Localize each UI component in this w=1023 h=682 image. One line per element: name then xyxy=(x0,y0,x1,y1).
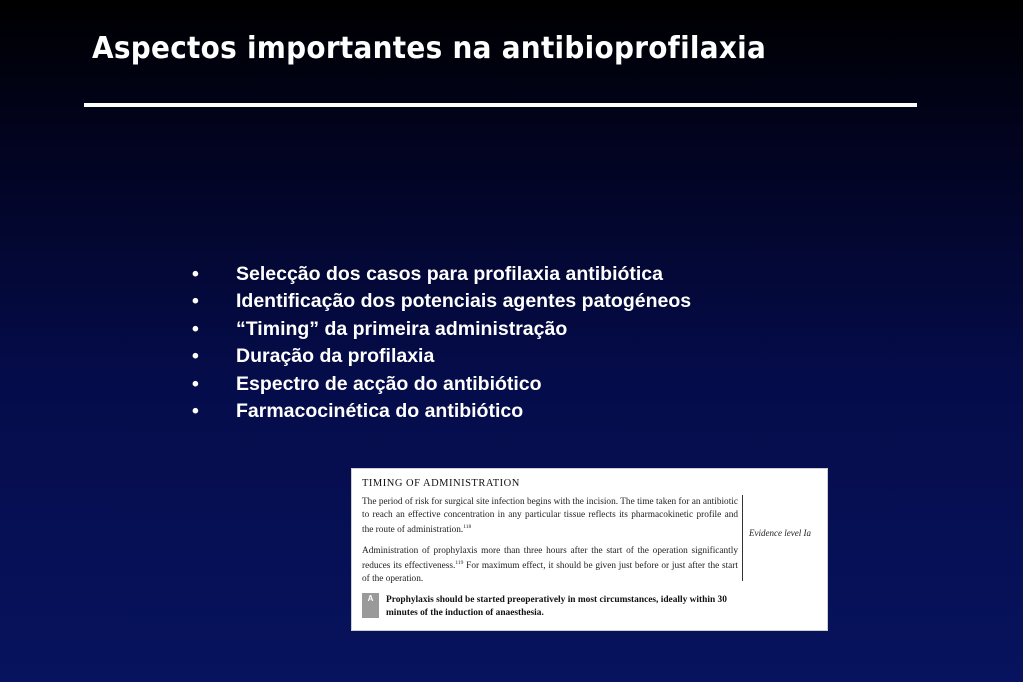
bullet-marker: • xyxy=(192,317,199,340)
bullet-marker: • xyxy=(192,263,199,285)
excerpt-paragraph xyxy=(362,496,738,537)
slide-title: Aspectos importantes na antibioprofilaxia xyxy=(92,31,767,66)
evidence-level: Evidence level Ia xyxy=(749,528,811,538)
bullet-marker: • xyxy=(192,399,199,422)
bullet-marker: • xyxy=(192,345,199,368)
paragraph-text: The period of risk for surgical site infection begins with the incision. The time taken for an antibiotic to reach an effective concentration in any particular tissue reflects its pharmacokinetic profile and the route of administration. xyxy=(362,497,738,536)
bullet-text: Selecção dos casos para profilaxia antibiótica xyxy=(236,263,664,285)
reference-number: 119 xyxy=(455,560,464,567)
title-underline xyxy=(84,103,917,107)
excerpt-heading: TIMING OF ADMINISTRATION xyxy=(362,478,520,489)
bullet-text: Espectro de acção do antibiótico xyxy=(236,372,542,395)
bullet-item xyxy=(192,316,691,343)
bullet-text: “Timing” da primeira administração xyxy=(236,317,568,340)
excerpt-paragraph xyxy=(362,545,738,586)
reference-number: 118 xyxy=(463,524,472,531)
guideline-excerpt xyxy=(351,468,828,631)
grade-badge: A xyxy=(362,593,379,618)
bullet-marker: • xyxy=(192,372,199,395)
paragraph-text: For maximum effect, it should be given just before or just after the start of the operation. xyxy=(362,561,738,585)
bullet-list xyxy=(192,261,691,425)
excerpt-body xyxy=(362,496,738,586)
bullet-item xyxy=(192,371,691,398)
margin-divider xyxy=(742,495,743,581)
bullet-text: Duração da profilaxia xyxy=(236,345,435,368)
bullet-text: Farmacocinética do antibiótico xyxy=(236,399,524,422)
bullet-item xyxy=(192,398,691,425)
bullet-text: Identificação dos potenciais agentes patogéneos xyxy=(236,290,692,313)
bullet-item xyxy=(192,343,691,370)
bullet-item xyxy=(192,261,691,288)
recommendation-text: Prophylaxis should be started preoperatively in most circumstances, ideally within 30 minutes of the induction of anaesthesia. xyxy=(386,595,727,618)
bullet-marker: • xyxy=(192,290,199,313)
bullet-item xyxy=(192,288,691,315)
paragraph-text: Administration of prophylaxis more than three hours after the start of the operation significantly reduces its effectiveness. xyxy=(362,545,738,572)
